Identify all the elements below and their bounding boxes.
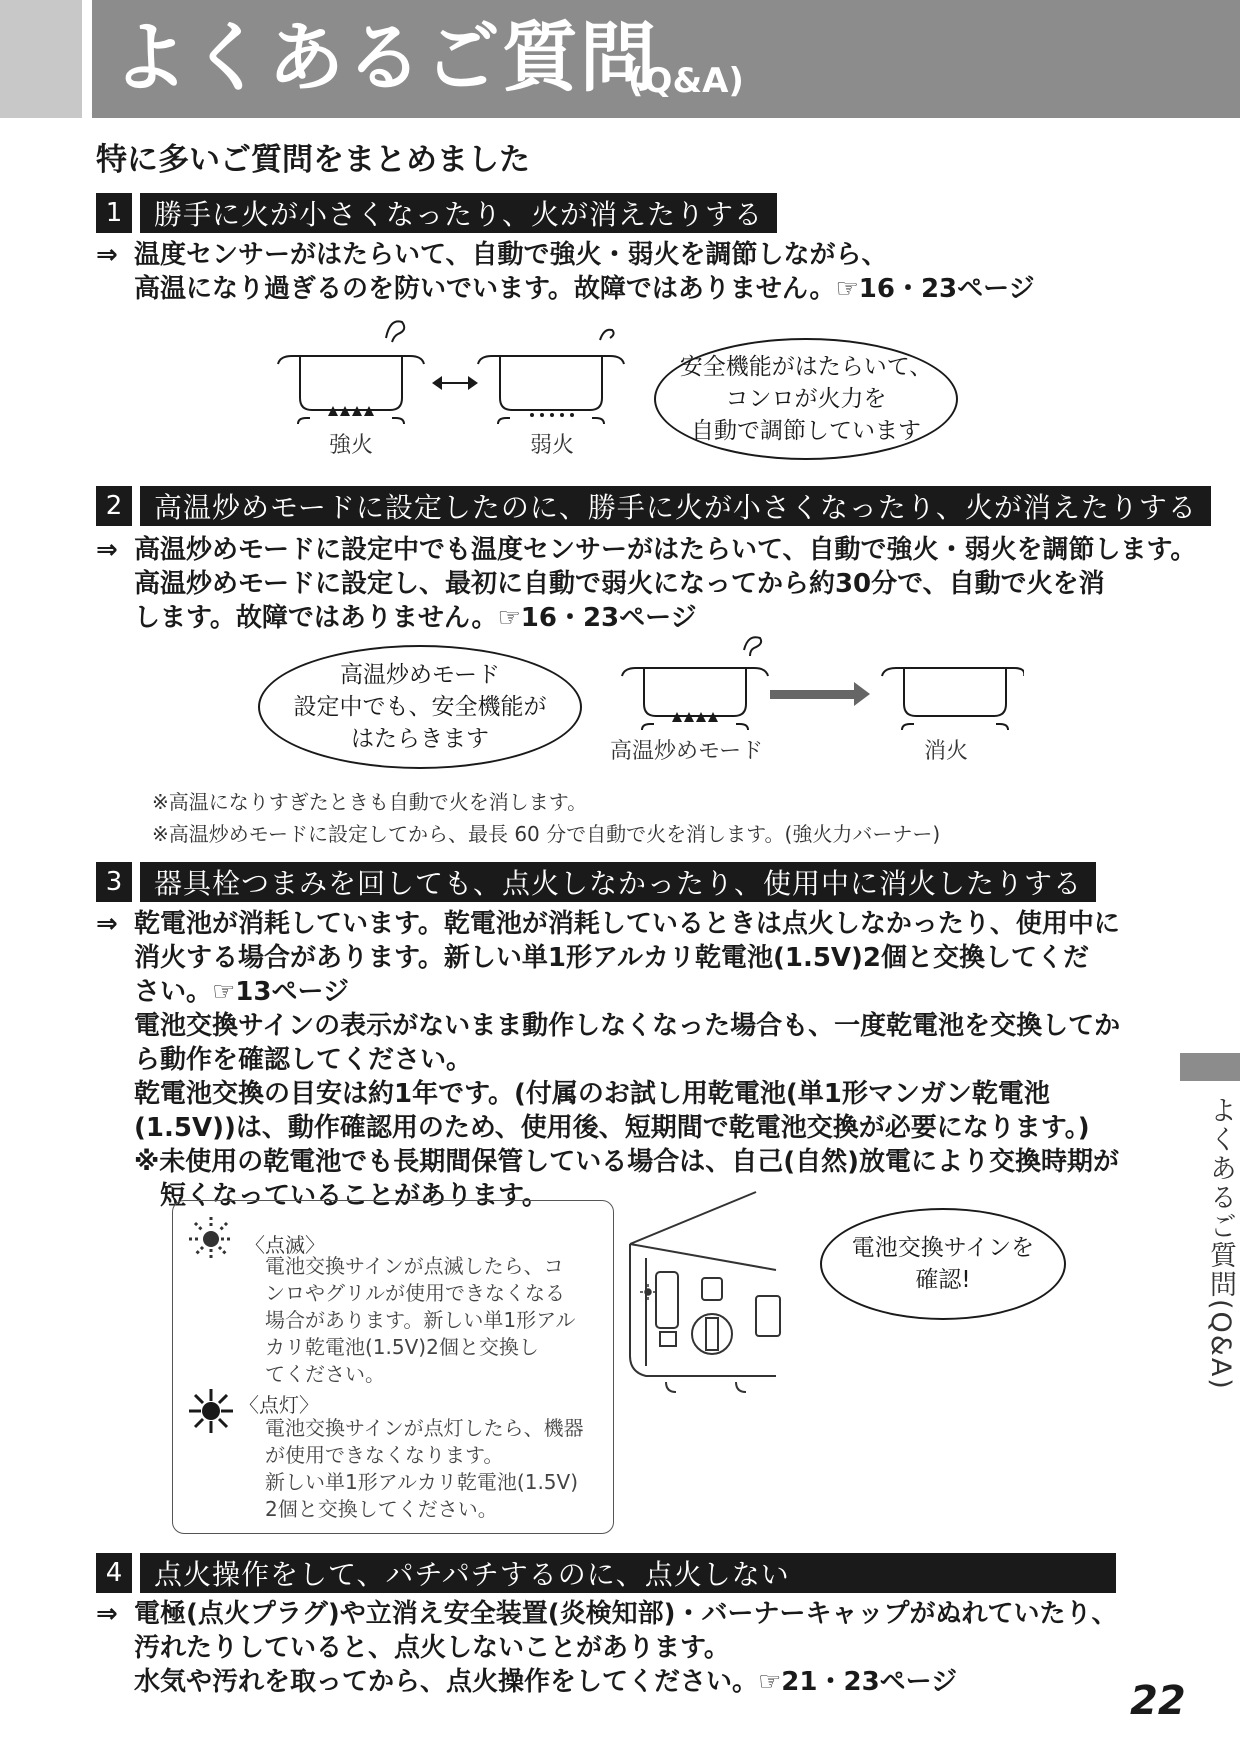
section-title: 高温炒めモードに設定したのに、勝手に火が小さくなったり、火が消えたりする — [140, 486, 1211, 526]
lit-description — [265, 1415, 584, 1523]
blink-line: 電池交換サインが点滅したら、コ — [265, 1254, 564, 1278]
bubble-line: 自動で調節しています — [691, 418, 921, 444]
section-4-answer — [96, 1597, 1156, 1699]
bubble-line: 確認! — [915, 1267, 971, 1293]
answer-line: 高温になり過ぎるのを防いでいます。故障ではありません。☞16・23ページ — [134, 274, 1035, 304]
page-subtitle: (Q&A) — [628, 61, 744, 101]
caption-extinguish: 消火 — [924, 739, 969, 764]
lit-line: が使用できなくなります。 — [265, 1443, 504, 1467]
answer-line: 乾電池が消耗しています。乾電池が消耗しているときは点火しなかったり、使用中に — [134, 909, 1120, 939]
section-2-heading — [96, 486, 1211, 526]
lit-label: 〈点灯〉 — [239, 1393, 319, 1417]
section-1-heading — [96, 193, 777, 233]
answer-line: ら動作を確認してください。 — [134, 1045, 473, 1075]
section-2-answer — [96, 533, 1197, 635]
blink-line: ンロやグリルが使用できなくなる — [265, 1281, 565, 1305]
section-3-heading — [96, 862, 1096, 902]
answer-line: 高温炒めモードに設定中でも温度センサーがはたらいて、自動で強火・弱火を調節します。 — [134, 535, 1197, 565]
answer-line: 汚れたりしていると、点火しないことがあります。 — [134, 1633, 730, 1663]
section-number: 1 — [96, 193, 132, 233]
arrow-icon: ⇒ — [96, 240, 118, 270]
answer-line: 高温炒めモードに設定し、最初に自動で弱火になってから約30分で、自動で火を消 — [134, 569, 1105, 599]
blink-description — [265, 1253, 575, 1388]
bubble-line: コンロが火力を — [725, 386, 887, 412]
section-number: 3 — [96, 862, 132, 902]
section-number: 4 — [96, 1553, 132, 1593]
section-title: 勝手に火が小さくなったり、火が消えたりする — [140, 193, 777, 233]
answer-line: さい。☞13ページ — [134, 977, 349, 1007]
answer-line: 短くなっていることがあります。 — [160, 1181, 548, 1211]
blink-line: てください。 — [265, 1362, 385, 1386]
pot-extinguish-illustration — [614, 632, 1024, 732]
lit-line: 2個と交換してください。 — [265, 1497, 498, 1521]
answer-line: 電池交換サインの表示がないまま動作しなくなった場合も、一度乾電池を交換してか — [134, 1011, 1121, 1041]
answer-line: 水気や汚れを取ってから、点火操作をしてください。☞21・23ページ — [134, 1667, 958, 1697]
answer-line: 電極(点火プラグ)や立消え安全装置(炎検知部)・バーナーキャップがぬれていたり、 — [134, 1599, 1118, 1629]
bubble-line: 高温炒めモード — [339, 662, 501, 688]
answer-line: ※未使用の乾電池でも長期間保管している場合は、自己(自然)放電により交換時期が — [134, 1147, 1120, 1177]
header-side-block — [0, 0, 82, 118]
blink-label: 〈点滅〉 — [245, 1233, 325, 1257]
lit-line: 新しい単1形アルカリ乾電池(1.5V) — [265, 1470, 579, 1494]
pot-flame-illustration — [270, 318, 630, 428]
answer-line: 温度センサーがはたらいて、自動で強火・弱火を調節しながら、 — [134, 240, 888, 270]
answer-line: 乾電池交換の目安は約1年です。(付属のお試し用乾電池(単1形マンガン乾電池 — [134, 1079, 1050, 1109]
bubble-line: 安全機能がはたらいて、 — [679, 354, 933, 380]
note-line: ※高温になりすぎたときも自動で火を消します。 — [152, 790, 588, 814]
arrow-icon: ⇒ — [96, 1599, 118, 1629]
speech-bubble-safety — [654, 338, 958, 460]
section-title: 点火操作をして、パチパチするのに、点火しない — [140, 1553, 1116, 1593]
bubble-line: 設定中でも、安全機能が — [293, 694, 547, 720]
caption-weak-flame: 弱火 — [530, 433, 575, 458]
page-number: 22 — [1130, 1678, 1186, 1724]
bubble-line: 電池交換サインを — [851, 1235, 1035, 1261]
answer-line: (1.5V))は、動作確認用のため、使用後、短期間で乾電池交換が必要になります。) — [134, 1113, 1090, 1143]
answer-line: 消火する場合があります。新しい単1形アルカリ乾電池(1.5V)2個と交換してくだ — [134, 943, 1090, 973]
section-3-answer — [96, 907, 1156, 1213]
page-title: よくあるご質問 — [112, 13, 658, 102]
arrow-icon: ⇒ — [96, 535, 118, 565]
intro-heading: 特に多いご質問をまとめました — [96, 142, 530, 178]
side-tab-marker — [1180, 1053, 1240, 1081]
note-line: ※高温炒めモードに設定してから、最長 60 分で自動で火を消します。(強火力バーナー) — [152, 822, 941, 846]
blink-line: 場合があります。新しい単1形アル — [265, 1308, 576, 1332]
speech-bubble-high-temp — [258, 645, 582, 769]
section-number: 2 — [96, 486, 132, 526]
blinking-sun-icon — [187, 1215, 235, 1263]
lit-sun-icon — [187, 1387, 235, 1435]
section-1-answer — [96, 238, 1156, 306]
section-title: 器具栓つまみを回しても、点火しなかったり、使用中に消火したりする — [140, 862, 1096, 902]
answer-line: します。故障ではありません。☞16・23ページ — [134, 603, 697, 633]
section-4-heading — [96, 1553, 1116, 1593]
bubble-line: はたらきます — [351, 726, 489, 752]
side-tab-label: よくあるご質問(Q&A) — [1205, 1096, 1236, 1391]
arrow-icon: ⇒ — [96, 909, 118, 939]
speech-bubble-check-sign — [820, 1208, 1066, 1320]
stove-front-illustration — [626, 1186, 786, 1406]
caption-high-temp-mode: 高温炒めモード — [610, 739, 764, 764]
lit-line: 電池交換サインが点灯したら、機器 — [265, 1416, 584, 1440]
caption-strong-flame: 強火 — [329, 433, 374, 458]
battery-sign-infobox — [172, 1200, 614, 1534]
blink-line: カリ乾電池(1.5V)2個と交換し — [265, 1335, 539, 1359]
